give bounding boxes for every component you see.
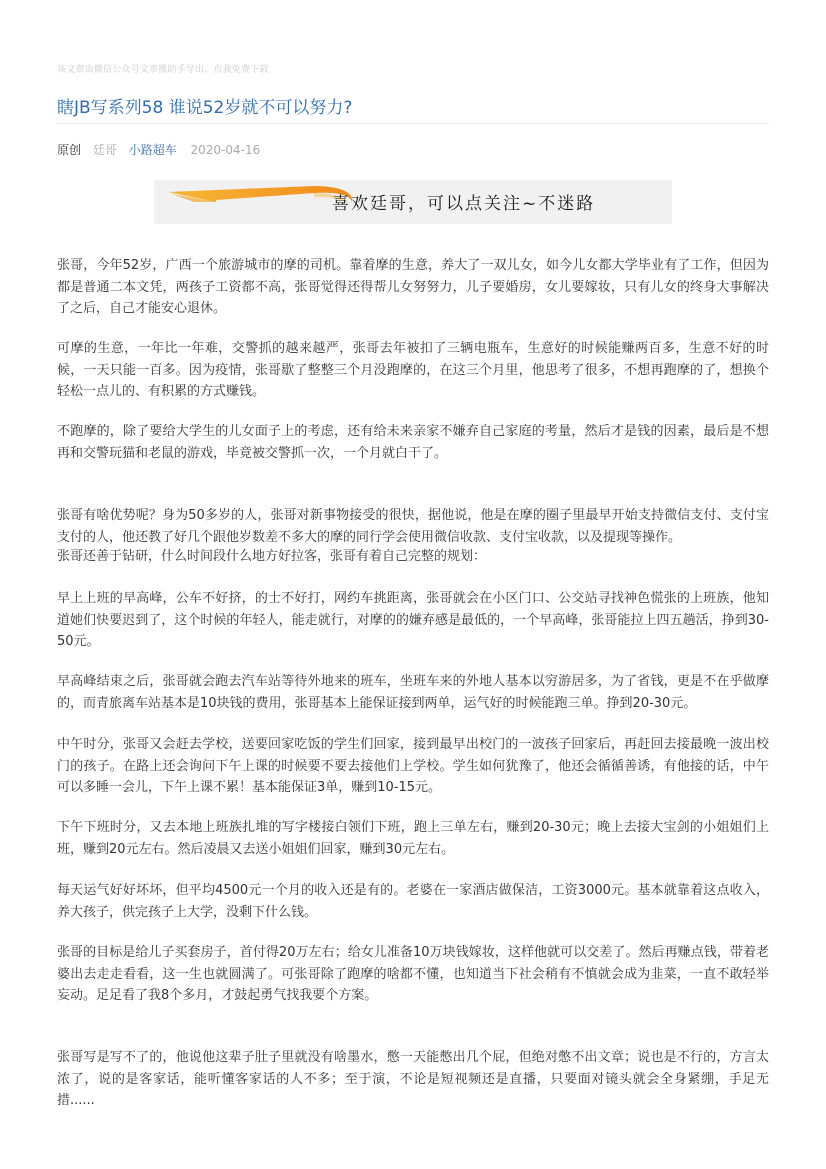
paragraph: 张哥有啥优势呢？身为50多岁的人，张哥对新事物接受的很快，据他说，他是在摩的圈子里最早开始支持微信支付、支付宝支付的人，他还教了好几个跟他岁数差不多大的摩的同行学会使用微信收款、支付宝收款，以及提现等操作。 <box>57 508 769 545</box>
title-divider <box>57 123 769 124</box>
original-tag: 原创 <box>57 143 82 157</box>
paragraph: 可摩的生意，一年比一年难，交警抓的越来越严，张哥去年被扣了三辆电瓶车，生意好的时候能赚两百多，生意不好的时候，一天只能一百多。因为疫情，张哥歇了整整三个月没跑摩的，在这三个月里，他思考了很多，不想再跑摩的了，想换个轻松一点儿的、有积累的方式赚钱。 <box>57 341 769 399</box>
paragraph: 中午时分，张哥又会赶去学校，送要回家吃饭的学生们回家，接到最早出校门的一波孩子回家后，再赶回去接最晚一波出校门的孩子。在路上还会询问下午上课的时候要不要去接他们上学校。学生如何犹豫了，他还会循循善诱，有他接的话，中午可以多睡一会儿，下午上课不累！基本能保证3单，赚到10-15元。 <box>57 737 769 795</box>
export-watermark-link[interactable]: 该文章由微信公众号文章搬助手导出，点我免费下载 <box>57 65 269 75</box>
follow-banner-image <box>154 180 672 224</box>
paragraph: 张哥还善于钻研，什么时间段什么地方好拉客，张哥有着自己完整的规划： <box>57 549 487 564</box>
author-name: 廷哥 <box>92 143 117 157</box>
paragraph: 张哥写是写不了的，他说他这辈子肚子里就没有啥墨水，憋一天能憋出几个屁，但绝对憋不出文章；说也是不行的，方言太浓了，说的是客家话，能听懂客家话的人不多；至于演，不论是短视频还是直播，只要面对镜头就会全身紧绷，手足无措...... <box>57 1050 769 1108</box>
paragraph: 张哥的目标是给儿子买套房子，首付得20万左右；给女儿准备10万块钱嫁妆，这样他就可以交差了。然后再赚点钱，带着老婆出去走走看看，这一生也就圆满了。可张哥除了跑摩的啥都不懂，也知道当下社会稍有不慎就会成为韭菜，一直不敢轻举妄动。足足看了我8个多月，才鼓起勇气找我要个方案。 <box>57 945 769 1003</box>
paragraph: 早上上班的早高峰，公车不好挤，的士不好打，网约车挑距离，张哥就会在小区门口、公交站寻找神色慌张的上班族，他知道她们快要迟到了，这个时候的年轻人，能走就行，对摩的的嫌弃感是最低的，一个早高峰，张哥能拉上四五趟活，挣到30-50元。 <box>57 591 769 649</box>
follow-banner-text: 喜欢廷哥，可以点关注~不迷路 <box>332 194 596 214</box>
paragraph: 下午下班时分，又去本地上班族扎堆的写字楼接白领们下班，跑上三单左右，赚到20-30元；晚上去接大宝剑的小姐姐们上班，赚到20元左右。然后凌晨又去送小姐姐们回家，赚到30元左右。 <box>57 820 769 857</box>
paragraph: 不跑摩的，除了要给大学生的儿女面子上的考虑，还有给未来亲家不嫌弃自己家庭的考量，然后才是钱的因素，最后是不想再和交警玩猫和老鼠的游戏，毕竟被交警抓一次，一个月就白干了。 <box>57 424 769 461</box>
paragraph: 每天运气好好坏坏，但平均4500元一个月的收入还是有的。老婆在一家酒店做保洁，工资3000元。基本就靠着这点收入，养大孩子，供完孩子上大学，没剩下什么钱。 <box>57 883 769 920</box>
paragraph: 早高峰结束之后，张哥就会跑去汽车站等待外地来的班车，坐班车来的外地人基本以穷游居多，为了省钱，更是不在乎做摩的，而青旅离车站基本是10块钱的费用，张哥基本上能保证接到两单，运气好的时候能跑三单。挣到20-30元。 <box>57 674 769 711</box>
paragraph: 张哥，今年52岁，广西一个旅游城市的摩的司机。靠着摩的生意，养大了一双儿女，如今儿女都大学毕业有了工作，但因为都是普通二本文凭，两孩子工资都不高，张哥觉得还得帮儿女努努力，儿子要婚房，女儿要嫁妆，只有儿女的终身大事解决了之后，自己才能安心退休。 <box>57 258 769 316</box>
article-title: 瞎JB写系列58 谁说52岁就不可以努力? <box>57 98 353 118</box>
article-meta <box>57 141 268 158</box>
publish-date: 2020-04-16 <box>190 143 261 157</box>
account-name-link[interactable]: 小路超车 <box>128 143 177 157</box>
